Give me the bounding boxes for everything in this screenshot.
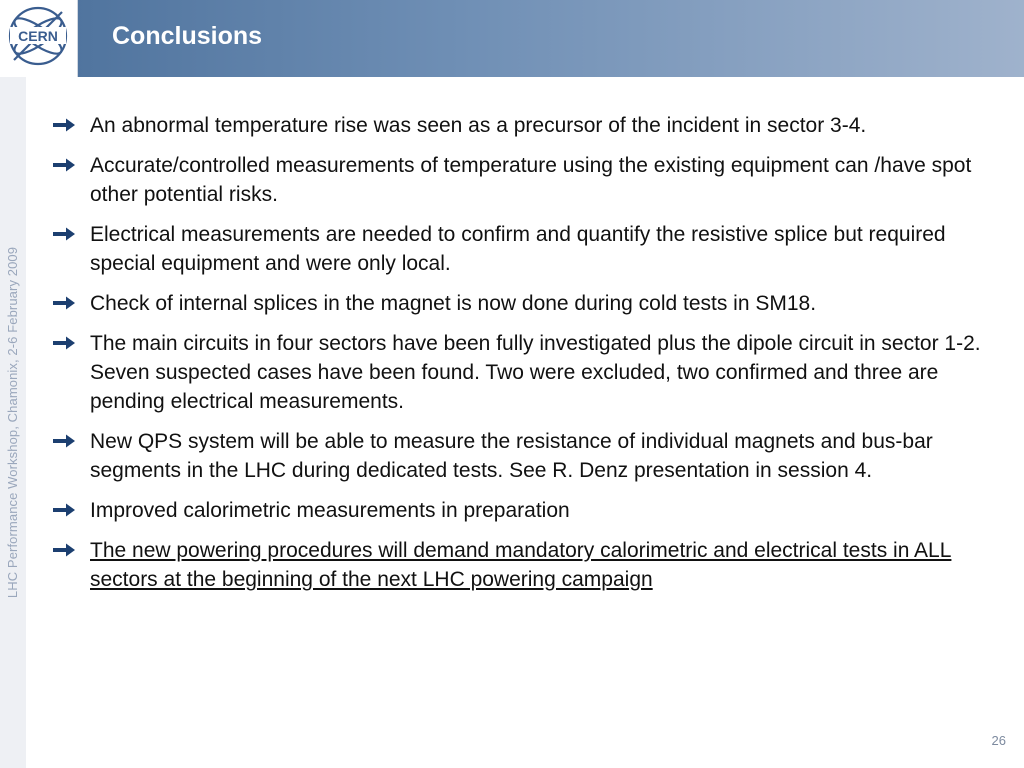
bullet-item (52, 496, 1004, 525)
bullet-item (52, 111, 1004, 140)
logo-text: CERN (18, 28, 58, 44)
arrow-right-icon (52, 433, 76, 449)
bullet-item (52, 329, 1004, 416)
arrow-right-icon (52, 335, 76, 351)
arrow-right-icon (52, 295, 76, 311)
page-number: 26 (991, 733, 1006, 748)
arrow-right-icon (52, 157, 76, 173)
arrow-right-icon (52, 117, 76, 133)
arrow-right-icon (52, 226, 76, 242)
bullet-text: The main circuits in four sectors have been fully investigated plus the dipole circuit in sector 1-2. Seven suspected cases have been found. Two were excluded, two confirmed and three are pending electrical measurements. (90, 332, 981, 413)
arrow-right-icon (52, 502, 76, 518)
bullet-item (52, 427, 1004, 485)
bullet-text-emphasis: The new powering procedures will demand mandatory calorimetric and electrical tests in ALL sectors at the beginning of the next LHC powering campaign (90, 539, 952, 591)
cern-logo-icon (0, 0, 77, 77)
slide-title: Conclusions (112, 22, 263, 50)
bullet-item (52, 151, 1004, 209)
slide-header (0, 0, 1024, 77)
arrow-right-icon (52, 542, 76, 558)
bullet-item (52, 536, 1004, 594)
bullet-text: Check of internal splices in the magnet is now done during cold tests in SM18. (90, 292, 817, 315)
bullet-text: Accurate/controlled measurements of temperature using the existing equipment can /have spot other potential risks. (90, 154, 972, 206)
side-note: LHC Performance Workshop, Chamonix, 2-6 February 2009 (5, 246, 21, 599)
bullet-item (52, 220, 1004, 278)
bullet-item (52, 289, 1004, 318)
bullet-list (52, 111, 1004, 605)
cern-logo (0, 0, 78, 77)
bullet-text: New QPS system will be able to measure the resistance of individual magnets and bus-bar segments in the LHC during dedicated tests. See R. Denz presentation in session 4. (90, 430, 933, 482)
bullet-text: Electrical measurements are needed to confirm and quantify the resistive splice but required special equipment and were only local. (90, 223, 946, 275)
bullet-text: Improved calorimetric measurements in preparation (90, 499, 570, 522)
bullet-text: An abnormal temperature rise was seen as a precursor of the incident in sector 3-4. (90, 114, 867, 137)
